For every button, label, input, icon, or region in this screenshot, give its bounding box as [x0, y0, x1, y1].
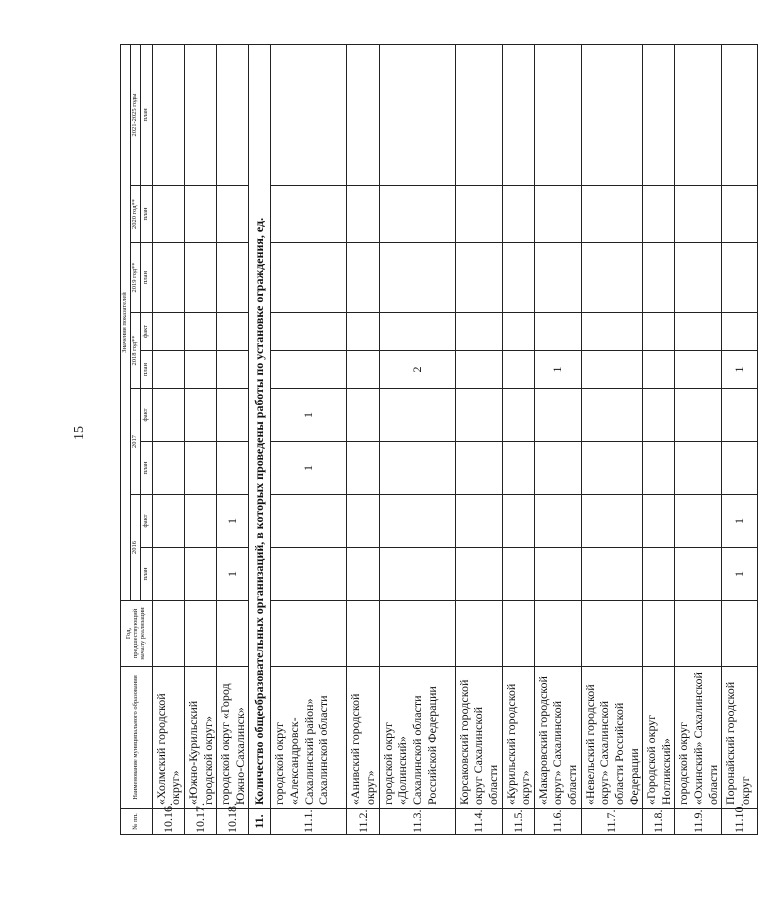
row-number: 10.17.: [184, 809, 216, 835]
table-row: [675, 44, 722, 834]
municipality-name: «Анивский городской округ»: [347, 667, 379, 809]
row-number: 11.5.: [502, 809, 534, 835]
municipality-name: «Южно-Курильский городской округ»: [184, 667, 216, 809]
value-cell: [675, 548, 722, 601]
value-cell: [152, 495, 184, 548]
value-cell: [347, 313, 379, 351]
header-fact: факт: [140, 495, 152, 548]
value-cell: [271, 313, 347, 351]
table-row: [271, 44, 347, 834]
year-before-cell: [534, 601, 581, 667]
value-cell: [455, 313, 502, 351]
value-cell: [455, 548, 502, 601]
value-cell: 1: [722, 548, 758, 601]
value-cell: [581, 389, 643, 442]
row-number: 11.8.: [643, 809, 675, 835]
value-cell: [534, 313, 581, 351]
value-cell: [722, 442, 758, 495]
row-number: 10.18.: [217, 809, 249, 835]
value-cell: [675, 243, 722, 313]
value-cell: [152, 243, 184, 313]
value-cell: [643, 548, 675, 601]
header-year-2019: 2019 год**: [130, 243, 140, 313]
municipality-name: Корсаковский городской округ Сахалинской области: [455, 667, 502, 809]
value-cell: [379, 313, 455, 351]
value-cell: [217, 389, 249, 442]
value-cell: [347, 442, 379, 495]
value-cell: [675, 389, 722, 442]
value-cell: [271, 44, 347, 185]
header-name: Наименование муниципального образования: [121, 667, 153, 809]
value-cell: [643, 44, 675, 185]
year-before-cell: [675, 601, 722, 667]
value-cell: [581, 243, 643, 313]
municipality-name: городской округ «Город Южно-Сахалинск»: [217, 667, 249, 809]
value-cell: [271, 243, 347, 313]
value-cell: [379, 186, 455, 243]
value-cell: [271, 351, 347, 389]
table-row: [379, 44, 455, 834]
value-cell: [379, 44, 455, 185]
value-cell: [722, 186, 758, 243]
year-before-cell: [271, 601, 347, 667]
value-cell: [217, 442, 249, 495]
section-title: Количество общеобразовательных организаций, в которых проведены работы по установке ограждения, ед.: [249, 44, 271, 808]
value-cell: [271, 495, 347, 548]
municipality-name: «Макаровский городской округ» Сахалинской области: [534, 667, 581, 809]
year-before-cell: [643, 601, 675, 667]
header-plan: план: [140, 442, 152, 495]
value-cell: [379, 442, 455, 495]
value-cell: [184, 548, 216, 601]
header-year-2021-2025: 2021-2025 годы: [130, 44, 140, 185]
year-before-cell: [502, 601, 534, 667]
value-cell: [217, 313, 249, 351]
header-year-2017: 2017: [130, 389, 140, 495]
value-cell: [502, 351, 534, 389]
value-cell: 1: [271, 389, 347, 442]
value-cell: [534, 243, 581, 313]
value-cell: [379, 495, 455, 548]
value-cell: [722, 243, 758, 313]
year-before-cell: [347, 601, 379, 667]
value-cell: [502, 495, 534, 548]
header-plan: план: [140, 243, 152, 313]
value-cell: [184, 495, 216, 548]
value-cell: [217, 186, 249, 243]
value-cell: [455, 186, 502, 243]
value-cell: [184, 351, 216, 389]
municipality-name: «Холмский городской округ»: [152, 667, 184, 809]
row-number: 11.1.: [271, 809, 347, 835]
table-row: [217, 44, 249, 834]
value-cell: [502, 44, 534, 185]
municipality-name: Поронайский городской округ: [722, 667, 758, 809]
section-row: [249, 44, 271, 834]
value-cell: [643, 243, 675, 313]
rotated-table-container: [120, 45, 752, 835]
page-number: 15: [72, 426, 87, 440]
table-row: [152, 44, 184, 834]
value-cell: [184, 389, 216, 442]
value-cell: [152, 186, 184, 243]
value-cell: [347, 495, 379, 548]
year-before-cell: [379, 601, 455, 667]
header-indicators: Значения показателей: [121, 44, 131, 600]
value-cell: [581, 548, 643, 601]
value-cell: [643, 389, 675, 442]
value-cell: [675, 44, 722, 185]
value-cell: [534, 44, 581, 185]
value-cell: [271, 186, 347, 243]
value-cell: [643, 313, 675, 351]
value-cell: [722, 44, 758, 185]
value-cell: [675, 313, 722, 351]
header-num: № пп.: [121, 809, 153, 835]
table-row: [184, 44, 216, 834]
value-cell: 1: [271, 442, 347, 495]
indicators-table: [120, 44, 758, 835]
value-cell: [675, 351, 722, 389]
value-cell: [455, 495, 502, 548]
header-plan: план: [140, 351, 152, 389]
value-cell: [502, 548, 534, 601]
table-row: [534, 44, 581, 834]
value-cell: [152, 389, 184, 442]
value-cell: [217, 351, 249, 389]
header-year-2016: 2016: [130, 495, 140, 601]
value-cell: [534, 548, 581, 601]
value-cell: [722, 389, 758, 442]
header-fact: факт: [140, 313, 152, 351]
municipality-name: городской округ «Александровск-Сахалинский район» Сахалинской области: [271, 667, 347, 809]
value-cell: 2: [379, 351, 455, 389]
row-number: 11.4.: [455, 809, 502, 835]
row-number: 11.10.: [722, 809, 758, 835]
value-cell: [347, 548, 379, 601]
row-number: 11.3.: [379, 809, 455, 835]
municipality-name: «Городской округ Ногликский»: [643, 667, 675, 809]
header-year-2018: 2018 год**: [130, 313, 140, 389]
value-cell: [379, 389, 455, 442]
municipality-name: «Курильский городской округ»: [502, 667, 534, 809]
value-cell: [581, 495, 643, 548]
value-cell: [534, 442, 581, 495]
value-cell: [152, 548, 184, 601]
value-cell: [534, 186, 581, 243]
table-row: [581, 44, 643, 834]
year-before-cell: [722, 601, 758, 667]
value-cell: [347, 351, 379, 389]
value-cell: [379, 243, 455, 313]
year-before-cell: [217, 601, 249, 667]
value-cell: [502, 313, 534, 351]
table-row: [643, 44, 675, 834]
value-cell: 1: [217, 495, 249, 548]
value-cell: 1: [217, 548, 249, 601]
value-cell: [534, 495, 581, 548]
header-plan: план: [140, 186, 152, 243]
year-before-cell: [152, 601, 184, 667]
value-cell: [379, 548, 455, 601]
row-number: 11.7.: [581, 809, 643, 835]
table-row: [502, 44, 534, 834]
value-cell: [455, 389, 502, 442]
row-number: 10.16.: [152, 809, 184, 835]
value-cell: [152, 44, 184, 185]
value-cell: [643, 495, 675, 548]
value-cell: [455, 44, 502, 185]
value-cell: [502, 186, 534, 243]
table-row: [455, 44, 502, 834]
value-cell: [502, 243, 534, 313]
value-cell: [581, 351, 643, 389]
value-cell: [502, 442, 534, 495]
value-cell: [722, 313, 758, 351]
value-cell: [347, 389, 379, 442]
year-before-cell: [455, 601, 502, 667]
value-cell: [581, 186, 643, 243]
header-year-2020: 2020 год**: [130, 186, 140, 243]
value-cell: [347, 186, 379, 243]
value-cell: [184, 442, 216, 495]
value-cell: [581, 442, 643, 495]
header-fact: факт: [140, 389, 152, 442]
value-cell: [152, 442, 184, 495]
header-year-before: Год, предшествующий началу реализации: [121, 601, 153, 667]
value-cell: [455, 351, 502, 389]
year-before-cell: [184, 601, 216, 667]
value-cell: [217, 243, 249, 313]
table-row: [347, 44, 379, 834]
municipality-name: «Невельский городской округ» Сахалинской области Российской Федерации: [581, 667, 643, 809]
value-cell: [184, 313, 216, 351]
row-number: 11.6.: [534, 809, 581, 835]
section-number: 11.: [249, 809, 271, 835]
value-cell: [184, 44, 216, 185]
municipality-name: городской округ «Долинский» Сахалинской области Российской Федерации: [379, 667, 455, 809]
value-cell: 1: [722, 351, 758, 389]
value-cell: [184, 243, 216, 313]
municipality-name: городской округ «Охинский» Сахалинской области: [675, 667, 722, 809]
value-cell: [675, 186, 722, 243]
value-cell: [455, 243, 502, 313]
value-cell: 1: [722, 495, 758, 548]
value-cell: [502, 389, 534, 442]
value-cell: [581, 44, 643, 185]
table-row: [722, 44, 758, 834]
value-cell: [152, 313, 184, 351]
header-plan: план: [140, 44, 152, 185]
value-cell: [643, 442, 675, 495]
row-number: 11.9.: [675, 809, 722, 835]
value-cell: [184, 186, 216, 243]
value-cell: [455, 442, 502, 495]
value-cell: [217, 44, 249, 185]
year-before-cell: [581, 601, 643, 667]
value-cell: [643, 351, 675, 389]
value-cell: [675, 495, 722, 548]
value-cell: 1: [534, 351, 581, 389]
value-cell: [152, 351, 184, 389]
value-cell: [581, 313, 643, 351]
row-number: 11.2.: [347, 809, 379, 835]
value-cell: [534, 389, 581, 442]
header-plan: план: [140, 548, 152, 601]
value-cell: [347, 243, 379, 313]
value-cell: [643, 186, 675, 243]
value-cell: [675, 442, 722, 495]
value-cell: [347, 44, 379, 185]
value-cell: [271, 548, 347, 601]
